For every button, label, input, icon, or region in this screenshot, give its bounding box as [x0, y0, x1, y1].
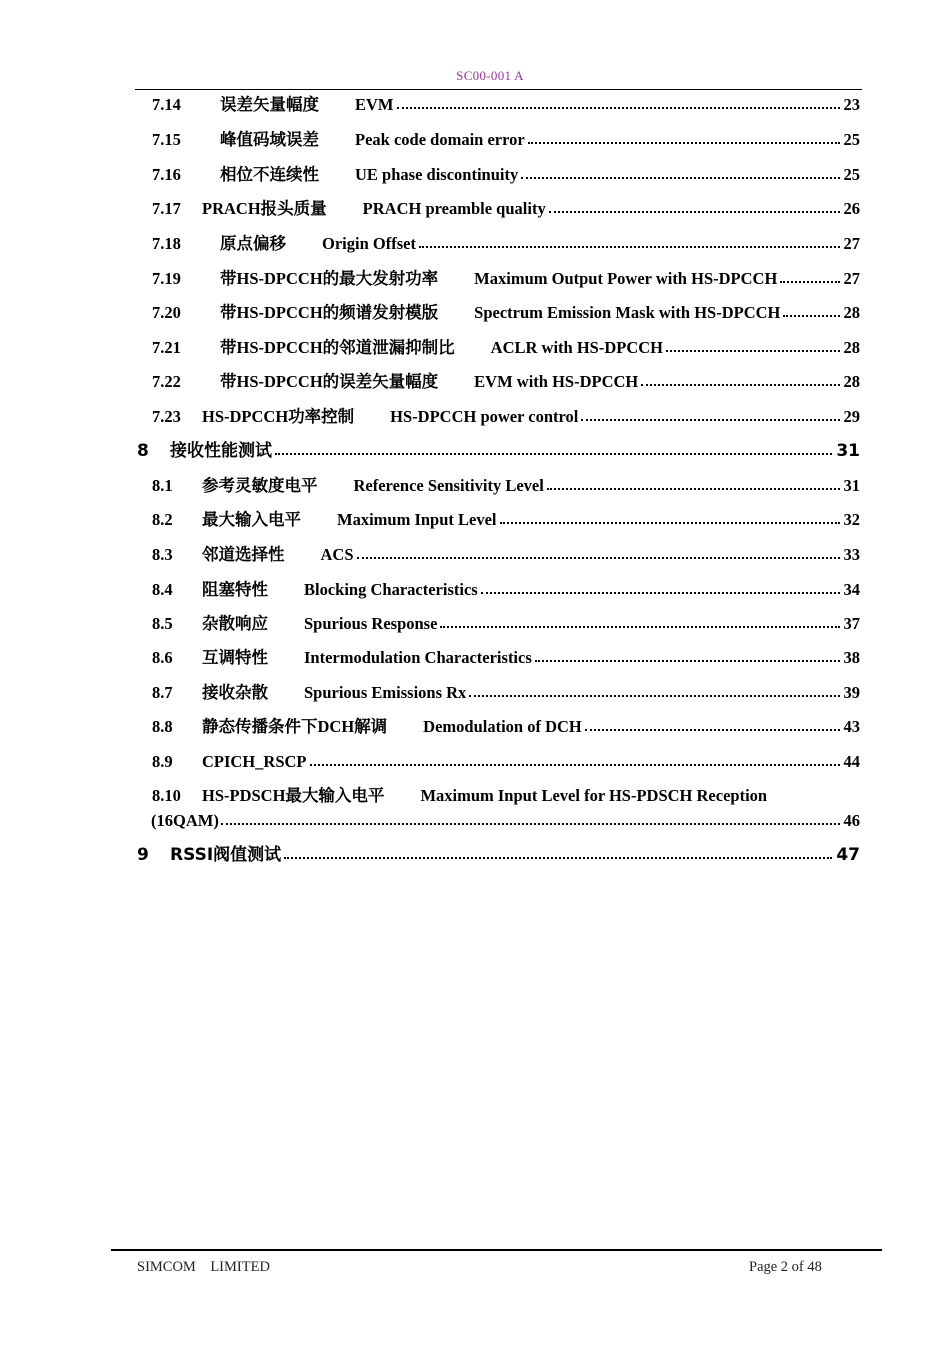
toc-page: 27 [843, 234, 860, 253]
toc-page: 28 [843, 338, 860, 357]
dot-leader [549, 211, 840, 213]
dot-leader [310, 764, 840, 766]
toc-page: 26 [843, 199, 860, 218]
toc-page: 38 [843, 648, 860, 667]
toc-entry[interactable] [152, 368, 860, 392]
toc-title-en: Spurious Response [304, 614, 438, 633]
toc-number: 7.15 [152, 130, 181, 149]
toc-entry[interactable] [152, 126, 860, 150]
toc-page: 43 [843, 717, 860, 736]
toc-title-en: Reference Sensitivity Level [353, 476, 544, 495]
toc-number: 8.4 [152, 580, 173, 599]
toc-number: 7.20 [152, 303, 181, 322]
toc-entry[interactable] [152, 299, 860, 323]
toc-entry[interactable] [152, 403, 860, 427]
toc-title-zh: 误差矢量幅度 [220, 95, 319, 114]
toc-title-zh: HS-DPCCH功率控制 [202, 407, 355, 426]
toc-entry[interactable] [152, 230, 860, 254]
toc-title-zh: 参考灵敏度电平 [202, 476, 318, 495]
toc-entry[interactable] [152, 265, 860, 289]
toc-entry[interactable] [152, 161, 860, 185]
toc-title-zh: 带HS-DPCCH的最大发射功率 [220, 269, 439, 288]
toc-title-en: Maximum Input Level [337, 510, 497, 529]
toc-number: 7.14 [152, 95, 181, 114]
toc-title-zh: RSSI阀值测试 [170, 845, 282, 865]
toc-entry[interactable] [152, 472, 860, 496]
toc-title-zh: 相位不连续性 [220, 165, 319, 184]
dot-leader [641, 384, 839, 386]
toc-entry[interactable] [152, 576, 860, 600]
dot-leader [357, 557, 840, 559]
toc-title-en: EVM with HS-DPCCH [474, 372, 639, 391]
toc-page: 28 [843, 372, 860, 391]
dot-leader [780, 281, 839, 283]
dot-leader [440, 626, 839, 628]
toc-title-zh: 峰值码域误差 [220, 130, 319, 149]
toc-page: 39 [843, 683, 860, 702]
toc-title-en: HS-DPCCH power control [390, 407, 579, 426]
toc-number: 7.22 [152, 372, 181, 391]
toc-entry[interactable] [151, 782, 860, 830]
toc-number: 8.7 [152, 683, 173, 702]
toc-number: 9 [137, 845, 149, 865]
toc-page: 34 [843, 580, 860, 599]
toc-number: 8.8 [152, 717, 173, 736]
dot-leader [275, 453, 832, 455]
footer-rule [111, 1249, 882, 1251]
toc-number: 8.1 [152, 476, 173, 495]
toc-title-zh: PRACH报头质量 [202, 199, 327, 218]
dot-leader [581, 419, 839, 421]
toc-page: 28 [843, 303, 860, 322]
toc-entry[interactable] [152, 195, 860, 219]
toc-number: 8.9 [152, 752, 173, 771]
toc-title-en: Peak code domain error [355, 130, 525, 149]
toc-number: 7.23 [152, 407, 181, 426]
toc-title-en: Demodulation of DCH [423, 717, 582, 736]
toc-title-en: Intermodulation Characteristics [304, 648, 532, 667]
toc-title-zh: 最大输入电平 [202, 510, 301, 529]
toc-page: 25 [843, 130, 860, 149]
dot-leader [783, 315, 839, 317]
toc-number: 8.5 [152, 614, 173, 633]
dot-leader [521, 177, 839, 179]
toc-number: 7.17 [152, 199, 181, 218]
dot-leader [500, 522, 840, 524]
toc-page: 44 [843, 752, 860, 771]
toc-number: 8.3 [152, 545, 173, 564]
toc-number: 8.6 [152, 648, 173, 667]
toc-title-zh: 带HS-DPCCH的邻道泄漏抑制比 [220, 338, 455, 357]
toc-page: 23 [843, 95, 860, 114]
toc-page: 47 [836, 845, 860, 865]
dot-leader [469, 695, 839, 697]
toc-page: 32 [843, 510, 860, 529]
toc-title-zh: 原点偏移 [220, 234, 286, 253]
toc-title-en: Origin Offset [322, 234, 416, 253]
footer-company: SIMCOM LIMITED [137, 1259, 270, 1275]
toc-number: 8 [137, 441, 149, 461]
document-id: SC00-001 A [456, 68, 524, 83]
toc-title-en: EVM [355, 95, 394, 114]
toc-number: 7.19 [152, 269, 181, 288]
toc-title-zh: 接收杂散 [202, 683, 268, 702]
dot-leader [397, 107, 840, 109]
dot-leader [419, 246, 840, 248]
dot-leader [585, 729, 840, 731]
toc-title-zh: 阻塞特性 [202, 580, 268, 599]
toc-title-en: Spectrum Emission Mask with HS-DPCCH [474, 303, 781, 322]
dot-leader [535, 660, 840, 662]
toc-page: 25 [843, 165, 860, 184]
dot-leader [481, 592, 840, 594]
toc-number: 7.18 [152, 234, 181, 253]
header-rule [135, 89, 862, 90]
toc-title-zh: 邻道选择性 [202, 545, 285, 564]
toc-entry[interactable] [152, 334, 860, 358]
toc-page: 29 [843, 407, 860, 426]
toc-title-en: Spurious Emissions Rx [304, 683, 467, 702]
toc-entry[interactable] [152, 748, 860, 772]
toc-page: 37 [843, 614, 860, 633]
toc-page: 31 [843, 476, 860, 495]
toc-title-zh: 带HS-DPCCH的误差矢量幅度 [220, 372, 439, 391]
toc-title-zh: HS-PDSCH最大输入电平 [202, 786, 385, 805]
toc-title-en: Blocking Characteristics [304, 580, 478, 599]
toc-title-en: ACLR with HS-DPCCH [490, 338, 664, 357]
toc-title-en: UE phase discontinuity [355, 165, 519, 184]
toc-chapter-entry[interactable] [137, 841, 860, 865]
toc-title-zh: 静态传播条件下DCH解调 [202, 717, 388, 736]
toc-entry[interactable] [152, 679, 860, 703]
toc-entry[interactable] [152, 644, 860, 668]
toc-entry[interactable] [152, 91, 860, 115]
toc-title-zh: CPICH_RSCP [202, 752, 307, 771]
footer-page-number: Page 2 of 48 [749, 1259, 822, 1275]
toc-chapter-entry[interactable] [137, 437, 860, 461]
toc-number: 7.21 [152, 338, 181, 357]
toc-title-en: Maximum Output Power with HS-DPCCH [474, 269, 778, 288]
toc-page: 31 [836, 441, 860, 461]
toc-title-zh: 接收性能测试 [170, 441, 272, 461]
dot-leader [528, 142, 840, 144]
toc-title-en: Maximum Input Level for HS-PDSCH Reception [420, 786, 768, 805]
toc-title-zh: 带HS-DPCCH的频谱发射模版 [220, 303, 439, 322]
dot-leader [221, 823, 840, 825]
toc-entry[interactable] [152, 506, 860, 530]
toc-page: 27 [843, 269, 860, 288]
toc-title-en: ACS [320, 545, 354, 564]
toc-entry[interactable] [152, 610, 860, 634]
toc-title-zh: 杂散响应 [202, 614, 268, 633]
dot-leader [547, 488, 840, 490]
toc-title-zh: 互调特性 [202, 648, 268, 667]
toc-title-en-continued: (16QAM) [151, 811, 219, 830]
toc-number: 8.2 [152, 510, 173, 529]
toc-number: 8.10 [152, 786, 181, 805]
toc-entry[interactable] [152, 713, 860, 737]
toc-page: 33 [843, 545, 860, 564]
toc-number: 7.16 [152, 165, 181, 184]
dot-leader [666, 350, 839, 352]
toc-title-en: PRACH preamble quality [362, 199, 546, 218]
toc-entry[interactable] [152, 541, 860, 565]
dot-leader [284, 857, 832, 859]
toc-page: 46 [843, 811, 860, 830]
